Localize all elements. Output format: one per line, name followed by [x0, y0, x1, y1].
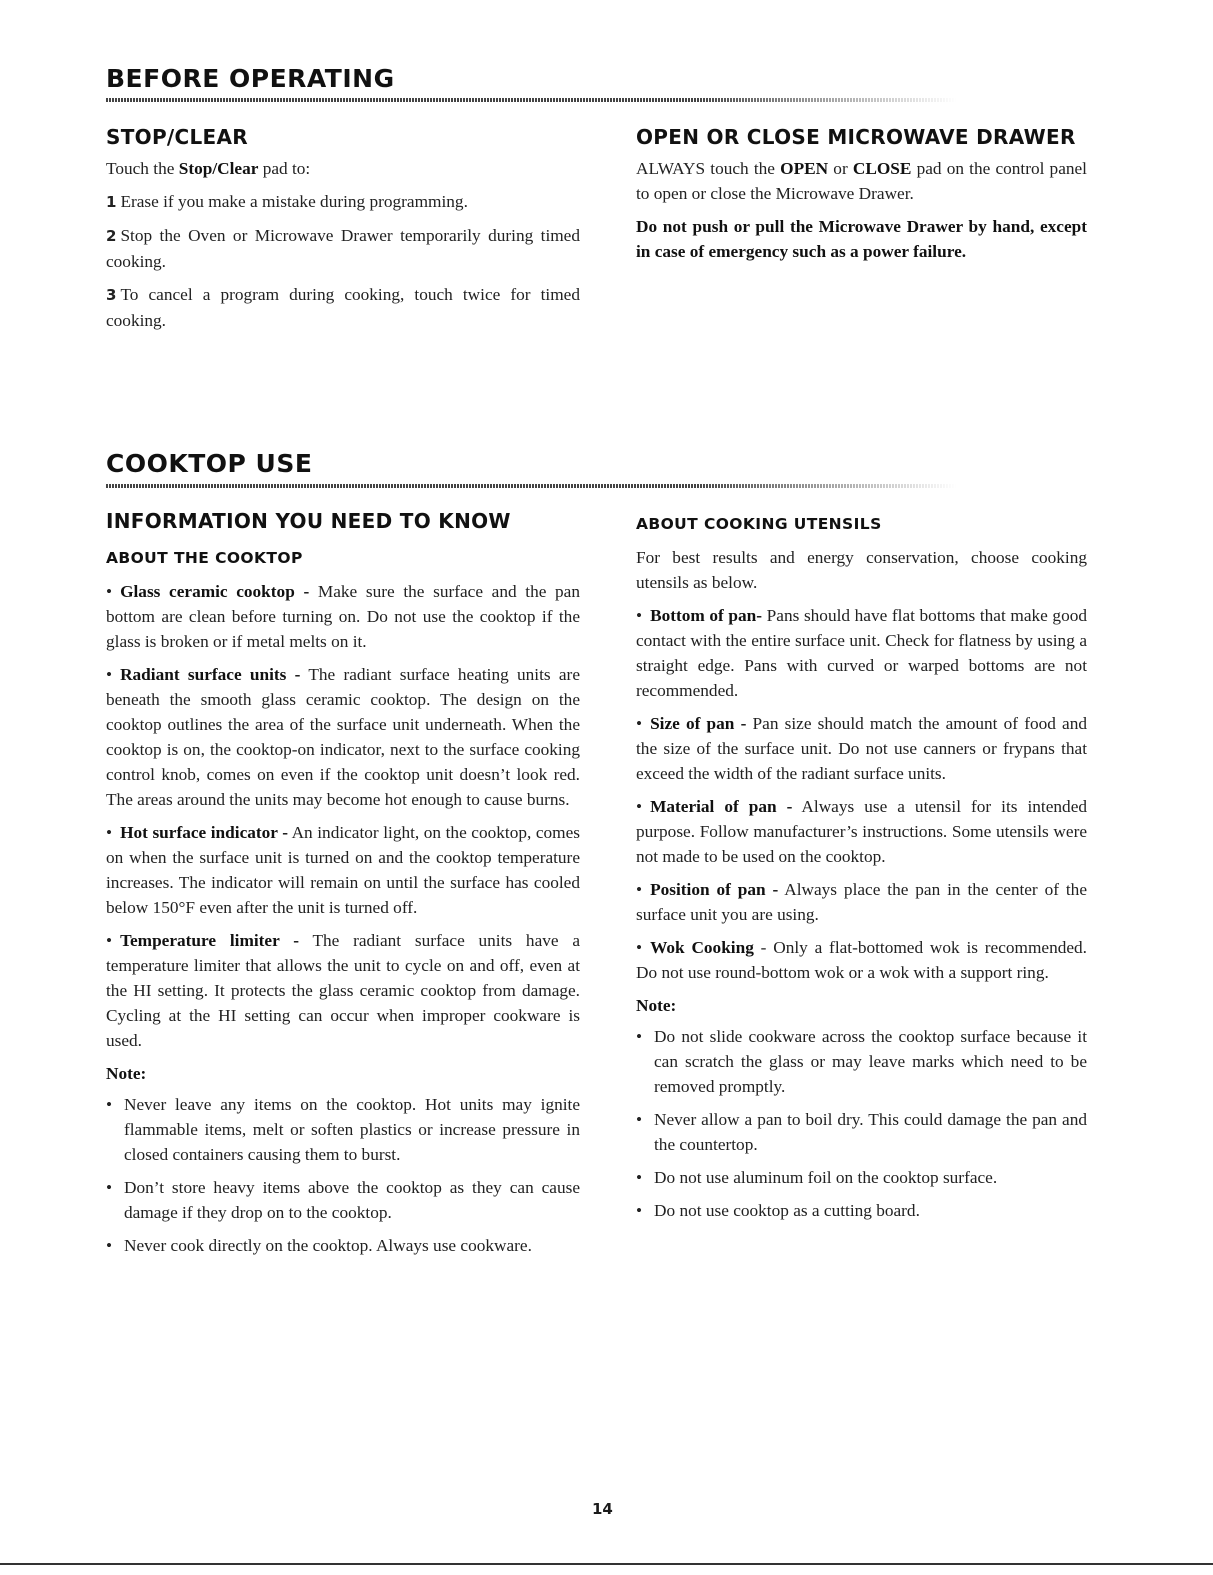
stop-clear-title: STOP/CLEAR	[106, 125, 248, 149]
section-heading-cooktop-use: COOKTOP USE	[106, 449, 313, 478]
note-label: Note:	[106, 1064, 147, 1083]
utensils-title: ABOUT COOKING UTENSILS	[636, 515, 882, 533]
utensil-item-position: • Position of pan - Always place the pan in the center of the surface unit you are using.	[636, 880, 1087, 924]
list-item: • Do not use aluminum foil on the cooktop surface.	[636, 1168, 998, 1187]
list-item: • Never cook directly on the cooktop. Always use cookware.	[106, 1236, 532, 1255]
about-cooktop-title: ABOUT THE COOKTOP	[106, 549, 303, 567]
drawer-title: OPEN OR CLOSE MICROWAVE DRAWER	[636, 125, 1076, 149]
list-item: • Do not use cooktop as a cutting board.	[636, 1201, 920, 1220]
utensil-item-material: • Material of pan - Always use a utensil for its intended purpose. Follow manufacturer’s instructions. Some utensils were not made to be used on the cooktop.	[636, 797, 1087, 866]
drawer-instructions: ALWAYS touch the OPEN or CLOSE pad on the control panel to open or close the Microwave Drawer.	[636, 159, 1087, 203]
section-heading-before-operating: BEFORE OPERATING	[106, 64, 395, 93]
cooktop-item-glass: • Glass ceramic cooktop - Make sure the surface and the pan bottom are clean before turning on. Do not use the cooktop if the glass is broken or if metal melts on it.	[106, 582, 580, 651]
list-item: • Never leave any items on the cooktop. Hot units may ignite flammable items, melt or soften plastics or increase pressure in closed containers causing them to burst.	[106, 1095, 580, 1164]
cooktop-item-radiant: • Radiant surface units - The radiant surface heating units are beneath the smooth glass ceramic cooktop. The design on the cooktop outlines the area of the surface unit underneath. When the cooktop is on, the cooktop-on indicator, next to the surface cooking control knob, comes on even if the cooktop unit doesn’t look red. The areas around the units may become hot enough to cause burns.	[106, 665, 580, 809]
utensil-item-wok: • Wok Cooking - Only a flat-bottomed wok is recommended. Do not use round-bottom wok or a wok with a support ring.	[636, 938, 1088, 982]
list-item: • Do not slide cookware across the cooktop surface because it can scratch the glass or may leave marks which need to be removed promptly.	[636, 1027, 1087, 1096]
list-item: • Never allow a pan to boil dry. This could damage the pan and the countertop.	[636, 1110, 1087, 1154]
cooktop-item-hot-surface: • Hot surface indicator - An indicator light, on the cooktop, comes on when the surface unit is turned on and the cooktop temperature increases. The indicator will remain on until the surface has cooled below 150°F even after the unit is turned off.	[106, 823, 581, 917]
note-label: Note:	[636, 996, 677, 1015]
cooktop-notes	[106, 1092, 580, 1258]
page-number: 14	[592, 1500, 613, 1518]
stop-clear-item-1: 1 Erase if you make a mistake during programming.	[106, 192, 468, 211]
utensil-item-size: • Size of pan - Pan size should match the amount of food and the size of the surface unit. Do not use canners or frypans that exceed the width of the radiant surface units.	[636, 714, 1087, 783]
list-item: • Don’t store heavy items above the cooktop as they can cause damage if they drop on to the cooktop.	[106, 1178, 580, 1222]
cooktop-left-column	[106, 508, 580, 1266]
drawer-warning: Do not push or pull the Microwave Drawer by hand, except in case of emergency such as a power failure.	[636, 217, 1087, 261]
stop-clear-item-3: 3 To cancel a program during cooking, touch twice for timed cooking.	[106, 285, 580, 330]
drawer-column	[636, 124, 1087, 272]
footer-rule	[0, 1563, 1213, 1565]
stop-clear-column	[106, 124, 580, 341]
info-title: INFORMATION YOU NEED TO KNOW	[106, 509, 511, 533]
stop-clear-item-2: 2 Stop the Oven or Microwave Drawer temporarily during timed cooking.	[106, 226, 580, 271]
section-rule	[106, 98, 956, 102]
section-rule	[106, 484, 956, 488]
stop-clear-intro: Touch the Stop/Clear pad to:	[106, 159, 311, 178]
utensils-intro: For best results and energy conservation, choose cooking utensils as below.	[636, 548, 1087, 592]
cooktop-item-limiter: • Temperature limiter - The radiant surface units have a temperature limiter that allows the unit to cycle on and off, even at the HI setting. It protects the glass ceramic cooktop from damage. Cycling at the HI setting can occur when improper cookware is used.	[106, 931, 581, 1050]
cooktop-right-column	[636, 512, 1087, 1231]
utensil-item-bottom: • Bottom of pan- Pans should have flat bottoms that make good contact with the entire surface unit. Check for flatness by using a straight edge. Pans with curved or warped bottoms are not recommended.	[636, 606, 1087, 700]
utensil-notes	[636, 1024, 1087, 1223]
